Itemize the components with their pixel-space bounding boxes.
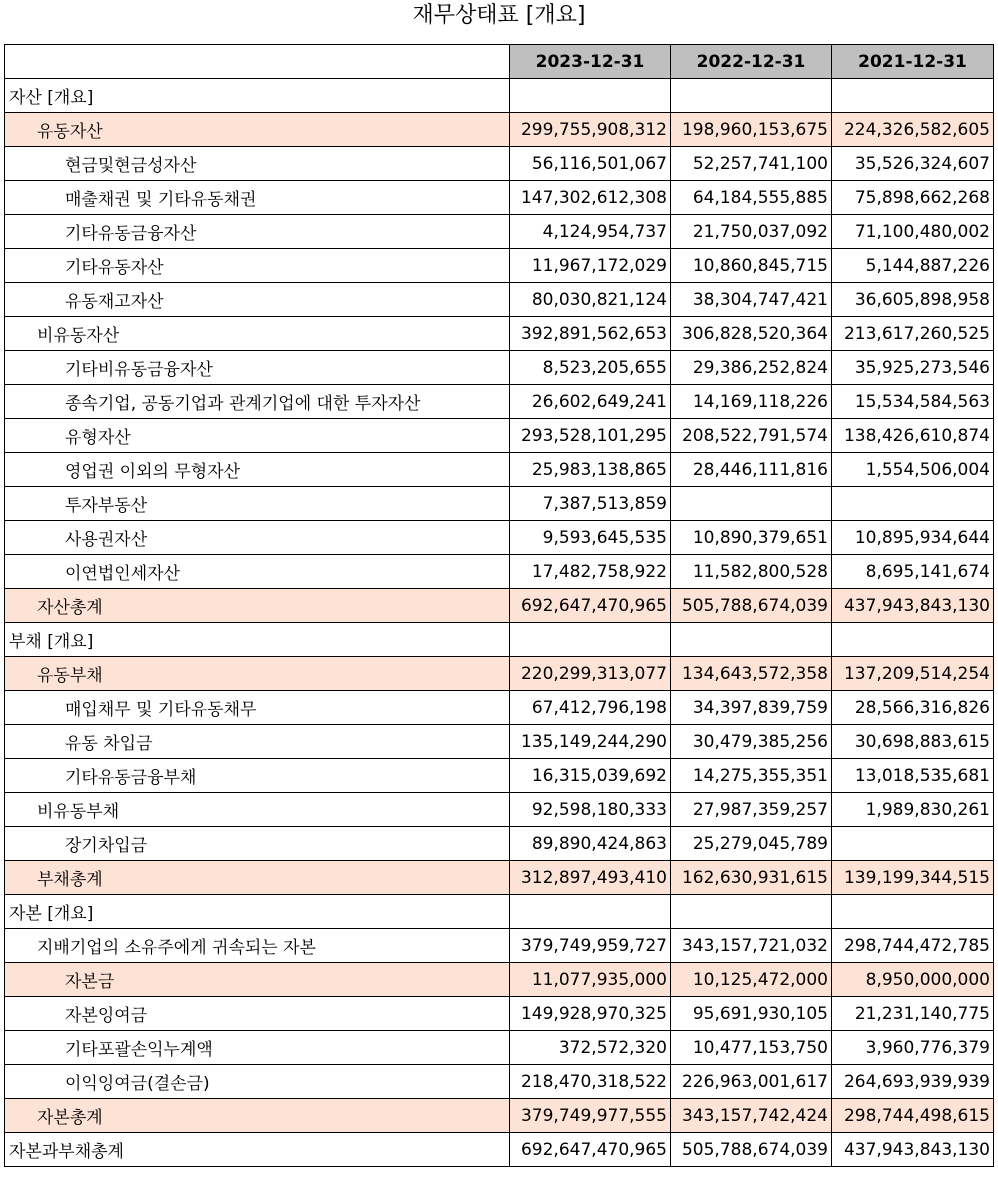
value-cell: 198,960,153,675: [671, 113, 832, 147]
table-row: [5, 453, 994, 487]
row-label: 투자부동산: [5, 487, 510, 521]
value-cell: 162,630,931,615: [671, 861, 832, 895]
row-label: 장기차입금: [5, 827, 510, 861]
value-cell: 34,397,839,759: [671, 691, 832, 725]
value-cell: 14,275,355,351: [671, 759, 832, 793]
table-row: [5, 1031, 994, 1065]
table-row: [5, 691, 994, 725]
value-cell: 25,983,138,865: [510, 453, 671, 487]
table-row: [5, 79, 994, 113]
row-label: 기타포괄손익누계액: [5, 1031, 510, 1065]
value-cell: 17,482,758,922: [510, 555, 671, 589]
value-cell: 343,157,721,032: [671, 929, 832, 963]
value-cell: 293,528,101,295: [510, 419, 671, 453]
value-cell: 10,477,153,750: [671, 1031, 832, 1065]
value-cell: 4,124,954,737: [510, 215, 671, 249]
value-cell: 1,554,506,004: [832, 453, 994, 487]
row-label: 기타비유동금융자산: [5, 351, 510, 385]
value-cell: [832, 827, 994, 861]
value-cell: 10,895,934,644: [832, 521, 994, 555]
row-label: 유동부채: [5, 657, 510, 691]
value-cell: [832, 79, 994, 113]
value-cell: 213,617,260,525: [832, 317, 994, 351]
value-cell: 692,647,470,965: [510, 1133, 671, 1167]
table-row: [5, 283, 994, 317]
table-row: [5, 759, 994, 793]
value-cell: 25,279,045,789: [671, 827, 832, 861]
value-cell: 437,943,843,130: [832, 589, 994, 623]
value-cell: 149,928,970,325: [510, 997, 671, 1031]
value-cell: 208,522,791,574: [671, 419, 832, 453]
row-label: 자본과부채총계: [5, 1133, 510, 1167]
value-cell: 135,149,244,290: [510, 725, 671, 759]
value-cell: [832, 623, 994, 657]
value-cell: 10,125,472,000: [671, 963, 832, 997]
row-label: 매입채무 및 기타유동채무: [5, 691, 510, 725]
value-cell: 67,412,796,198: [510, 691, 671, 725]
value-cell: 56,116,501,067: [510, 147, 671, 181]
value-cell: 30,479,385,256: [671, 725, 832, 759]
value-cell: 11,967,172,029: [510, 249, 671, 283]
table-row: [5, 487, 994, 521]
value-cell: 71,100,480,002: [832, 215, 994, 249]
value-cell: 147,302,612,308: [510, 181, 671, 215]
value-cell: 21,231,140,775: [832, 997, 994, 1031]
value-cell: 11,077,935,000: [510, 963, 671, 997]
row-label: 자본금: [5, 963, 510, 997]
row-label: 이연법인세자산: [5, 555, 510, 589]
row-label: 영업권 이외의 무형자산: [5, 453, 510, 487]
value-cell: 16,315,039,692: [510, 759, 671, 793]
value-cell: [671, 79, 832, 113]
value-cell: 29,386,252,824: [671, 351, 832, 385]
value-cell: 15,534,584,563: [832, 385, 994, 419]
value-cell: 52,257,741,100: [671, 147, 832, 181]
value-cell: 306,828,520,364: [671, 317, 832, 351]
table-row: [5, 113, 994, 147]
value-cell: [671, 895, 832, 929]
value-cell: 299,755,908,312: [510, 113, 671, 147]
row-label: 종속기업, 공동기업과 관계기업에 대한 투자자산: [5, 385, 510, 419]
value-cell: 21,750,037,092: [671, 215, 832, 249]
row-label: 기타유동자산: [5, 249, 510, 283]
table-row: [5, 215, 994, 249]
value-cell: 312,897,493,410: [510, 861, 671, 895]
row-label: 사용권자산: [5, 521, 510, 555]
value-cell: 1,989,830,261: [832, 793, 994, 827]
value-cell: 8,523,205,655: [510, 351, 671, 385]
value-cell: [510, 895, 671, 929]
header-label-cell: [5, 45, 510, 79]
row-label: 자본총계: [5, 1099, 510, 1133]
value-cell: 7,387,513,859: [510, 487, 671, 521]
value-cell: 14,169,118,226: [671, 385, 832, 419]
value-cell: 75,898,662,268: [832, 181, 994, 215]
value-cell: 137,209,514,254: [832, 657, 994, 691]
table-row: [5, 555, 994, 589]
table-row: [5, 1065, 994, 1099]
row-label: 비유동자산: [5, 317, 510, 351]
value-cell: 505,788,674,039: [671, 589, 832, 623]
row-label: 비유동부채: [5, 793, 510, 827]
table-row: [5, 385, 994, 419]
value-cell: 224,326,582,605: [832, 113, 994, 147]
table-row: [5, 997, 994, 1031]
value-cell: 5,144,887,226: [832, 249, 994, 283]
value-cell: 505,788,674,039: [671, 1133, 832, 1167]
value-cell: 26,602,649,241: [510, 385, 671, 419]
table-row: [5, 249, 994, 283]
value-cell: 27,987,359,257: [671, 793, 832, 827]
value-cell: [832, 487, 994, 521]
value-cell: 11,582,800,528: [671, 555, 832, 589]
value-cell: 298,744,472,785: [832, 929, 994, 963]
balance-sheet-table: [4, 44, 994, 1167]
value-cell: [671, 487, 832, 521]
column-header: 2023-12-31: [510, 45, 671, 79]
value-cell: 379,749,977,555: [510, 1099, 671, 1133]
row-label: 기타유동금융부채: [5, 759, 510, 793]
value-cell: 10,860,845,715: [671, 249, 832, 283]
value-cell: 139,199,344,515: [832, 861, 994, 895]
value-cell: 343,157,742,424: [671, 1099, 832, 1133]
table-row: [5, 929, 994, 963]
value-cell: 10,890,379,651: [671, 521, 832, 555]
value-cell: 8,695,141,674: [832, 555, 994, 589]
row-label: 부채 [개요]: [5, 623, 510, 657]
table-row: [5, 895, 994, 929]
value-cell: 28,446,111,816: [671, 453, 832, 487]
table-row: [5, 181, 994, 215]
value-cell: 38,304,747,421: [671, 283, 832, 317]
value-cell: 8,950,000,000: [832, 963, 994, 997]
value-cell: 35,925,273,546: [832, 351, 994, 385]
value-cell: 138,426,610,874: [832, 419, 994, 453]
table-row: [5, 963, 994, 997]
row-label: 자본잉여금: [5, 997, 510, 1031]
table-row: [5, 1099, 994, 1133]
table-row: [5, 589, 994, 623]
value-cell: [510, 79, 671, 113]
table-row: [5, 419, 994, 453]
table-row: [5, 521, 994, 555]
value-cell: 95,691,930,105: [671, 997, 832, 1031]
value-cell: [671, 623, 832, 657]
value-cell: 89,890,424,863: [510, 827, 671, 861]
column-header: 2022-12-31: [671, 45, 832, 79]
value-cell: 35,526,324,607: [832, 147, 994, 181]
table-row: [5, 317, 994, 351]
value-cell: [510, 623, 671, 657]
row-label: 매출채권 및 기타유동채권: [5, 181, 510, 215]
row-label: 지배기업의 소유주에게 귀속되는 자본: [5, 929, 510, 963]
value-cell: 64,184,555,885: [671, 181, 832, 215]
header-row: [5, 45, 994, 79]
table-row: [5, 1133, 994, 1167]
table-row: [5, 657, 994, 691]
value-cell: 30,698,883,615: [832, 725, 994, 759]
row-label: 자산 [개요]: [5, 79, 510, 113]
value-cell: 80,030,821,124: [510, 283, 671, 317]
column-header: 2021-12-31: [832, 45, 994, 79]
table-row: [5, 861, 994, 895]
table-row: [5, 827, 994, 861]
table-row: [5, 147, 994, 181]
table-row: [5, 351, 994, 385]
value-cell: 3,960,776,379: [832, 1031, 994, 1065]
row-label: 유동자산: [5, 113, 510, 147]
value-cell: 379,749,959,727: [510, 929, 671, 963]
value-cell: [832, 895, 994, 929]
value-cell: 36,605,898,958: [832, 283, 994, 317]
row-label: 자산총계: [5, 589, 510, 623]
table-row: [5, 793, 994, 827]
row-label: 자본 [개요]: [5, 895, 510, 929]
page-title: 재무상태표 [개요]: [412, 3, 586, 28]
table-row: [5, 725, 994, 759]
value-cell: 13,018,535,681: [832, 759, 994, 793]
value-cell: 226,963,001,617: [671, 1065, 832, 1099]
value-cell: 9,593,645,535: [510, 521, 671, 555]
value-cell: 437,943,843,130: [832, 1133, 994, 1167]
value-cell: 392,891,562,653: [510, 317, 671, 351]
row-label: 부채총계: [5, 861, 510, 895]
row-label: 이익잉여금(결손금): [5, 1065, 510, 1099]
value-cell: 92,598,180,333: [510, 793, 671, 827]
row-label: 현금및현금성자산: [5, 147, 510, 181]
value-cell: 692,647,470,965: [510, 589, 671, 623]
row-label: 기타유동금융자산: [5, 215, 510, 249]
value-cell: 372,572,320: [510, 1031, 671, 1065]
table-row: [5, 623, 994, 657]
value-cell: 220,299,313,077: [510, 657, 671, 691]
value-cell: 134,643,572,358: [671, 657, 832, 691]
row-label: 유동 차입금: [5, 725, 510, 759]
row-label: 유형자산: [5, 419, 510, 453]
value-cell: 264,693,939,939: [832, 1065, 994, 1099]
value-cell: 218,470,318,522: [510, 1065, 671, 1099]
value-cell: 298,744,498,615: [832, 1099, 994, 1133]
value-cell: 28,566,316,826: [832, 691, 994, 725]
row-label: 유동재고자산: [5, 283, 510, 317]
